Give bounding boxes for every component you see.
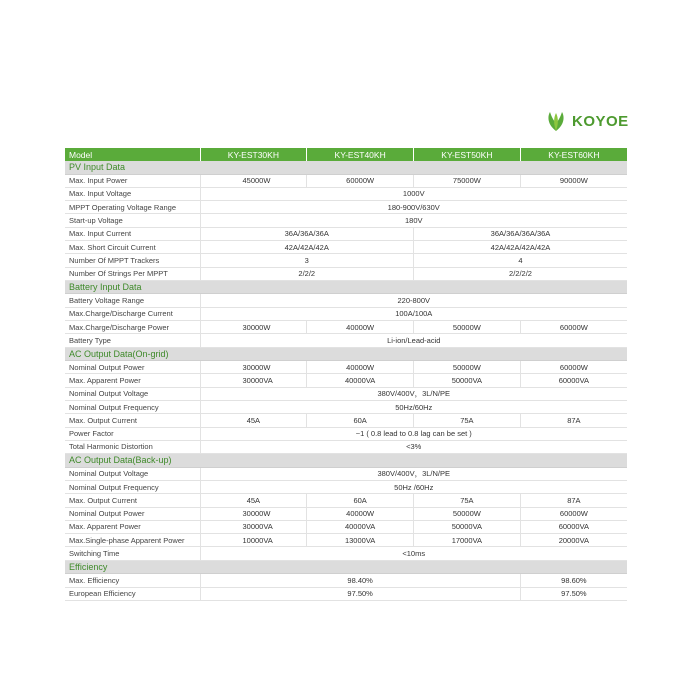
row-label: Max. Input Power <box>65 174 200 187</box>
table-row <box>65 227 627 240</box>
cell-value: 98.60% <box>520 574 627 587</box>
row-label: Nominal Output Frequency <box>65 480 200 493</box>
cell-value: 60A <box>307 494 414 507</box>
cell-value: 75000W <box>414 174 521 187</box>
row-label: Max. Apparent Power <box>65 374 200 387</box>
header-model-3: KY-EST50KH <box>414 148 521 161</box>
table-row <box>65 547 627 560</box>
cell-value: 75A <box>414 414 521 427</box>
table-row <box>65 214 627 227</box>
cell-value: 45A <box>200 494 307 507</box>
row-label: Nominal Output Voltage <box>65 387 200 400</box>
header-model-1: KY-EST30KH <box>200 148 307 161</box>
table-row <box>65 294 627 307</box>
cell-value: 36A/36A/36A/36A <box>414 227 628 240</box>
table-row <box>65 440 627 453</box>
table-row <box>65 587 627 600</box>
section-battery-input <box>65 280 627 294</box>
section-efficiency <box>65 560 627 574</box>
cell-value: 220-800V <box>200 294 627 307</box>
table-row <box>65 361 627 374</box>
row-label: Max.Charge/Discharge Current <box>65 307 200 320</box>
cell-value: 50Hz /60Hz <box>200 480 627 493</box>
row-label: Switching Time <box>65 547 200 560</box>
cell-value: 380V/400V，3L/N/PE <box>200 387 627 400</box>
section-title: Efficiency <box>65 560 627 574</box>
leaf-icon <box>544 109 568 133</box>
cell-value: 90000W <box>520 174 627 187</box>
cell-value: 60000W <box>520 507 627 520</box>
cell-value: 100A/100A <box>200 307 627 320</box>
row-label: Max. Efficiency <box>65 574 200 587</box>
cell-value: 30000VA <box>200 374 307 387</box>
row-label: Battery Type <box>65 334 200 347</box>
table-row <box>65 427 627 440</box>
section-title: AC Output Data(Back-up) <box>65 454 627 468</box>
cell-value: 60000W <box>520 320 627 333</box>
table-row <box>65 400 627 413</box>
table-row <box>65 534 627 547</box>
row-label: Start-up Voltage <box>65 214 200 227</box>
cell-value: 45000W <box>200 174 307 187</box>
row-label: Max. Input Voltage <box>65 187 200 200</box>
cell-value: 50000VA <box>414 374 521 387</box>
cell-value: 180-900V/630V <box>200 201 627 214</box>
cell-value: 50000W <box>414 507 521 520</box>
row-label: Max.Single-phase Apparent Power <box>65 534 200 547</box>
section-ac-output-on-grid <box>65 347 627 361</box>
row-label: Nominal Output Power <box>65 361 200 374</box>
cell-value: 2/2/2 <box>200 267 414 280</box>
cell-value: 50000W <box>414 361 521 374</box>
table-row <box>65 574 627 587</box>
cell-value: 3 <box>200 254 414 267</box>
row-label: Max. Input Current <box>65 227 200 240</box>
row-label: Number Of MPPT Trackers <box>65 254 200 267</box>
row-label: Max.Charge/Discharge Power <box>65 320 200 333</box>
table-row <box>65 480 627 493</box>
cell-value: 1000V <box>200 187 627 200</box>
cell-value: 30000W <box>200 361 307 374</box>
table-row <box>65 507 627 520</box>
row-label: Max. Apparent Power <box>65 520 200 533</box>
cell-value: 40000VA <box>307 520 414 533</box>
cell-value: 10000VA <box>200 534 307 547</box>
section-title: Battery Input Data <box>65 280 627 294</box>
cell-value: 60000VA <box>520 374 627 387</box>
row-label: European Efficiency <box>65 587 200 600</box>
cell-value: 97.50% <box>200 587 520 600</box>
table-row <box>65 254 627 267</box>
row-label: Number Of Strings Per MPPT <box>65 267 200 280</box>
cell-value: 30000VA <box>200 520 307 533</box>
cell-value: 4 <box>414 254 628 267</box>
table-row <box>65 187 627 200</box>
table-row <box>65 174 627 187</box>
header-model-2: KY-EST40KH <box>307 148 414 161</box>
row-label: Nominal Output Power <box>65 507 200 520</box>
cell-value: 50000W <box>414 320 521 333</box>
cell-value: 87A <box>520 414 627 427</box>
row-label: Power Factor <box>65 427 200 440</box>
cell-value: 36A/36A/36A <box>200 227 414 240</box>
header-model-4: KY-EST60KH <box>520 148 627 161</box>
cell-value: Li-ion/Lead-acid <box>200 334 627 347</box>
row-label: Max. Short Circuit Current <box>65 240 200 253</box>
table-row <box>65 494 627 507</box>
table-row <box>65 201 627 214</box>
cell-value: <3% <box>200 440 627 453</box>
table-row <box>65 414 627 427</box>
cell-value: 17000VA <box>414 534 521 547</box>
table-row <box>65 320 627 333</box>
cell-value: 20000VA <box>520 534 627 547</box>
brand-logo <box>544 108 629 134</box>
cell-value: <10ms <box>200 547 627 560</box>
cell-value: 13000VA <box>307 534 414 547</box>
cell-value: 40000W <box>307 361 414 374</box>
row-label: Max. Output Current <box>65 414 200 427</box>
cell-value: 2/2/2/2 <box>414 267 628 280</box>
table-row <box>65 467 627 480</box>
cell-value: 98.40% <box>200 574 520 587</box>
row-label: Total Harmonic Distortion <box>65 440 200 453</box>
cell-value: 60000W <box>520 361 627 374</box>
row-label: Nominal Output Frequency <box>65 400 200 413</box>
cell-value: 42A/42A/42A <box>200 240 414 253</box>
table-row <box>65 387 627 400</box>
cell-value: 87A <box>520 494 627 507</box>
table-row <box>65 240 627 253</box>
cell-value: 40000W <box>307 507 414 520</box>
cell-value: 45A <box>200 414 307 427</box>
table-header-row <box>65 148 627 161</box>
header-model: Model <box>65 148 200 161</box>
table-row <box>65 307 627 320</box>
cell-value: 97.50% <box>520 587 627 600</box>
spec-table <box>65 148 627 601</box>
section-title: PV Input Data <box>65 161 627 174</box>
row-label: Nominal Output Voltage <box>65 467 200 480</box>
section-title: AC Output Data(On-grid) <box>65 347 627 361</box>
cell-value: 380V/400V，3L/N/PE <box>200 467 627 480</box>
table-row <box>65 520 627 533</box>
table-row <box>65 334 627 347</box>
cell-value: 42A/42A/42A/42A <box>414 240 628 253</box>
row-label: Max. Output Current <box>65 494 200 507</box>
cell-value: 50Hz/60Hz <box>200 400 627 413</box>
cell-value: 30000W <box>200 507 307 520</box>
table-row <box>65 374 627 387</box>
cell-value: 40000VA <box>307 374 414 387</box>
cell-value: 75A <box>414 494 521 507</box>
cell-value: 30000W <box>200 320 307 333</box>
cell-value: 60000W <box>307 174 414 187</box>
cell-value: 60A <box>307 414 414 427</box>
row-label: MPPT Operating Voltage Range <box>65 201 200 214</box>
cell-value: ~1 ( 0.8 lead to 0.8 lag can be set ) <box>200 427 627 440</box>
cell-value: 40000W <box>307 320 414 333</box>
row-label: Battery Voltage Range <box>65 294 200 307</box>
brand-name: KOYOE <box>572 112 629 130</box>
section-pv-input <box>65 161 627 174</box>
cell-value: 50000VA <box>414 520 521 533</box>
table-row <box>65 267 627 280</box>
cell-value: 60000VA <box>520 520 627 533</box>
section-ac-output-back-up <box>65 454 627 468</box>
cell-value: 180V <box>200 214 627 227</box>
